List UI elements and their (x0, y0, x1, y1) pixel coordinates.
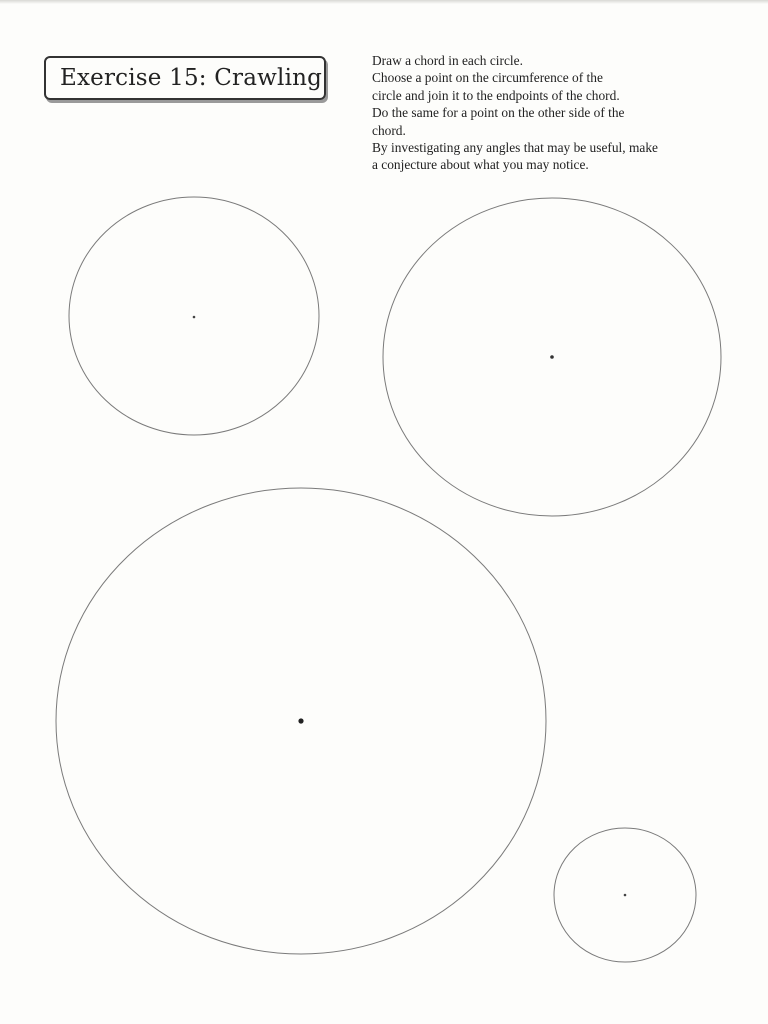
instruction-line-1: Draw a chord in each circle. (372, 53, 523, 68)
circle-tiny-bottom-right (554, 828, 696, 962)
circle-center-dot (550, 355, 554, 359)
circle-small-top-left (69, 197, 319, 435)
instruction-line-5: chord. (372, 122, 406, 138)
instruction-line-4: Do the same for a point on the other side of the (372, 105, 625, 121)
circle-center-dot (298, 718, 303, 723)
instruction-line-7: a conjecture about what you may notice. (372, 157, 589, 173)
page-title: Exercise 15: Crawling (60, 65, 323, 91)
circle-medium-top-right (383, 198, 721, 516)
instruction-line-6: By investigating any angles that may be useful, make (372, 140, 658, 156)
circle-center-dot (193, 316, 196, 319)
circle-large-bottom-left (56, 488, 546, 954)
instruction-line-2: Choose a point on the circumference of the (372, 70, 603, 86)
instruction-line-3: circle and join it to the endpoints of the chord. (372, 87, 620, 103)
circle-center-dot (624, 894, 627, 897)
